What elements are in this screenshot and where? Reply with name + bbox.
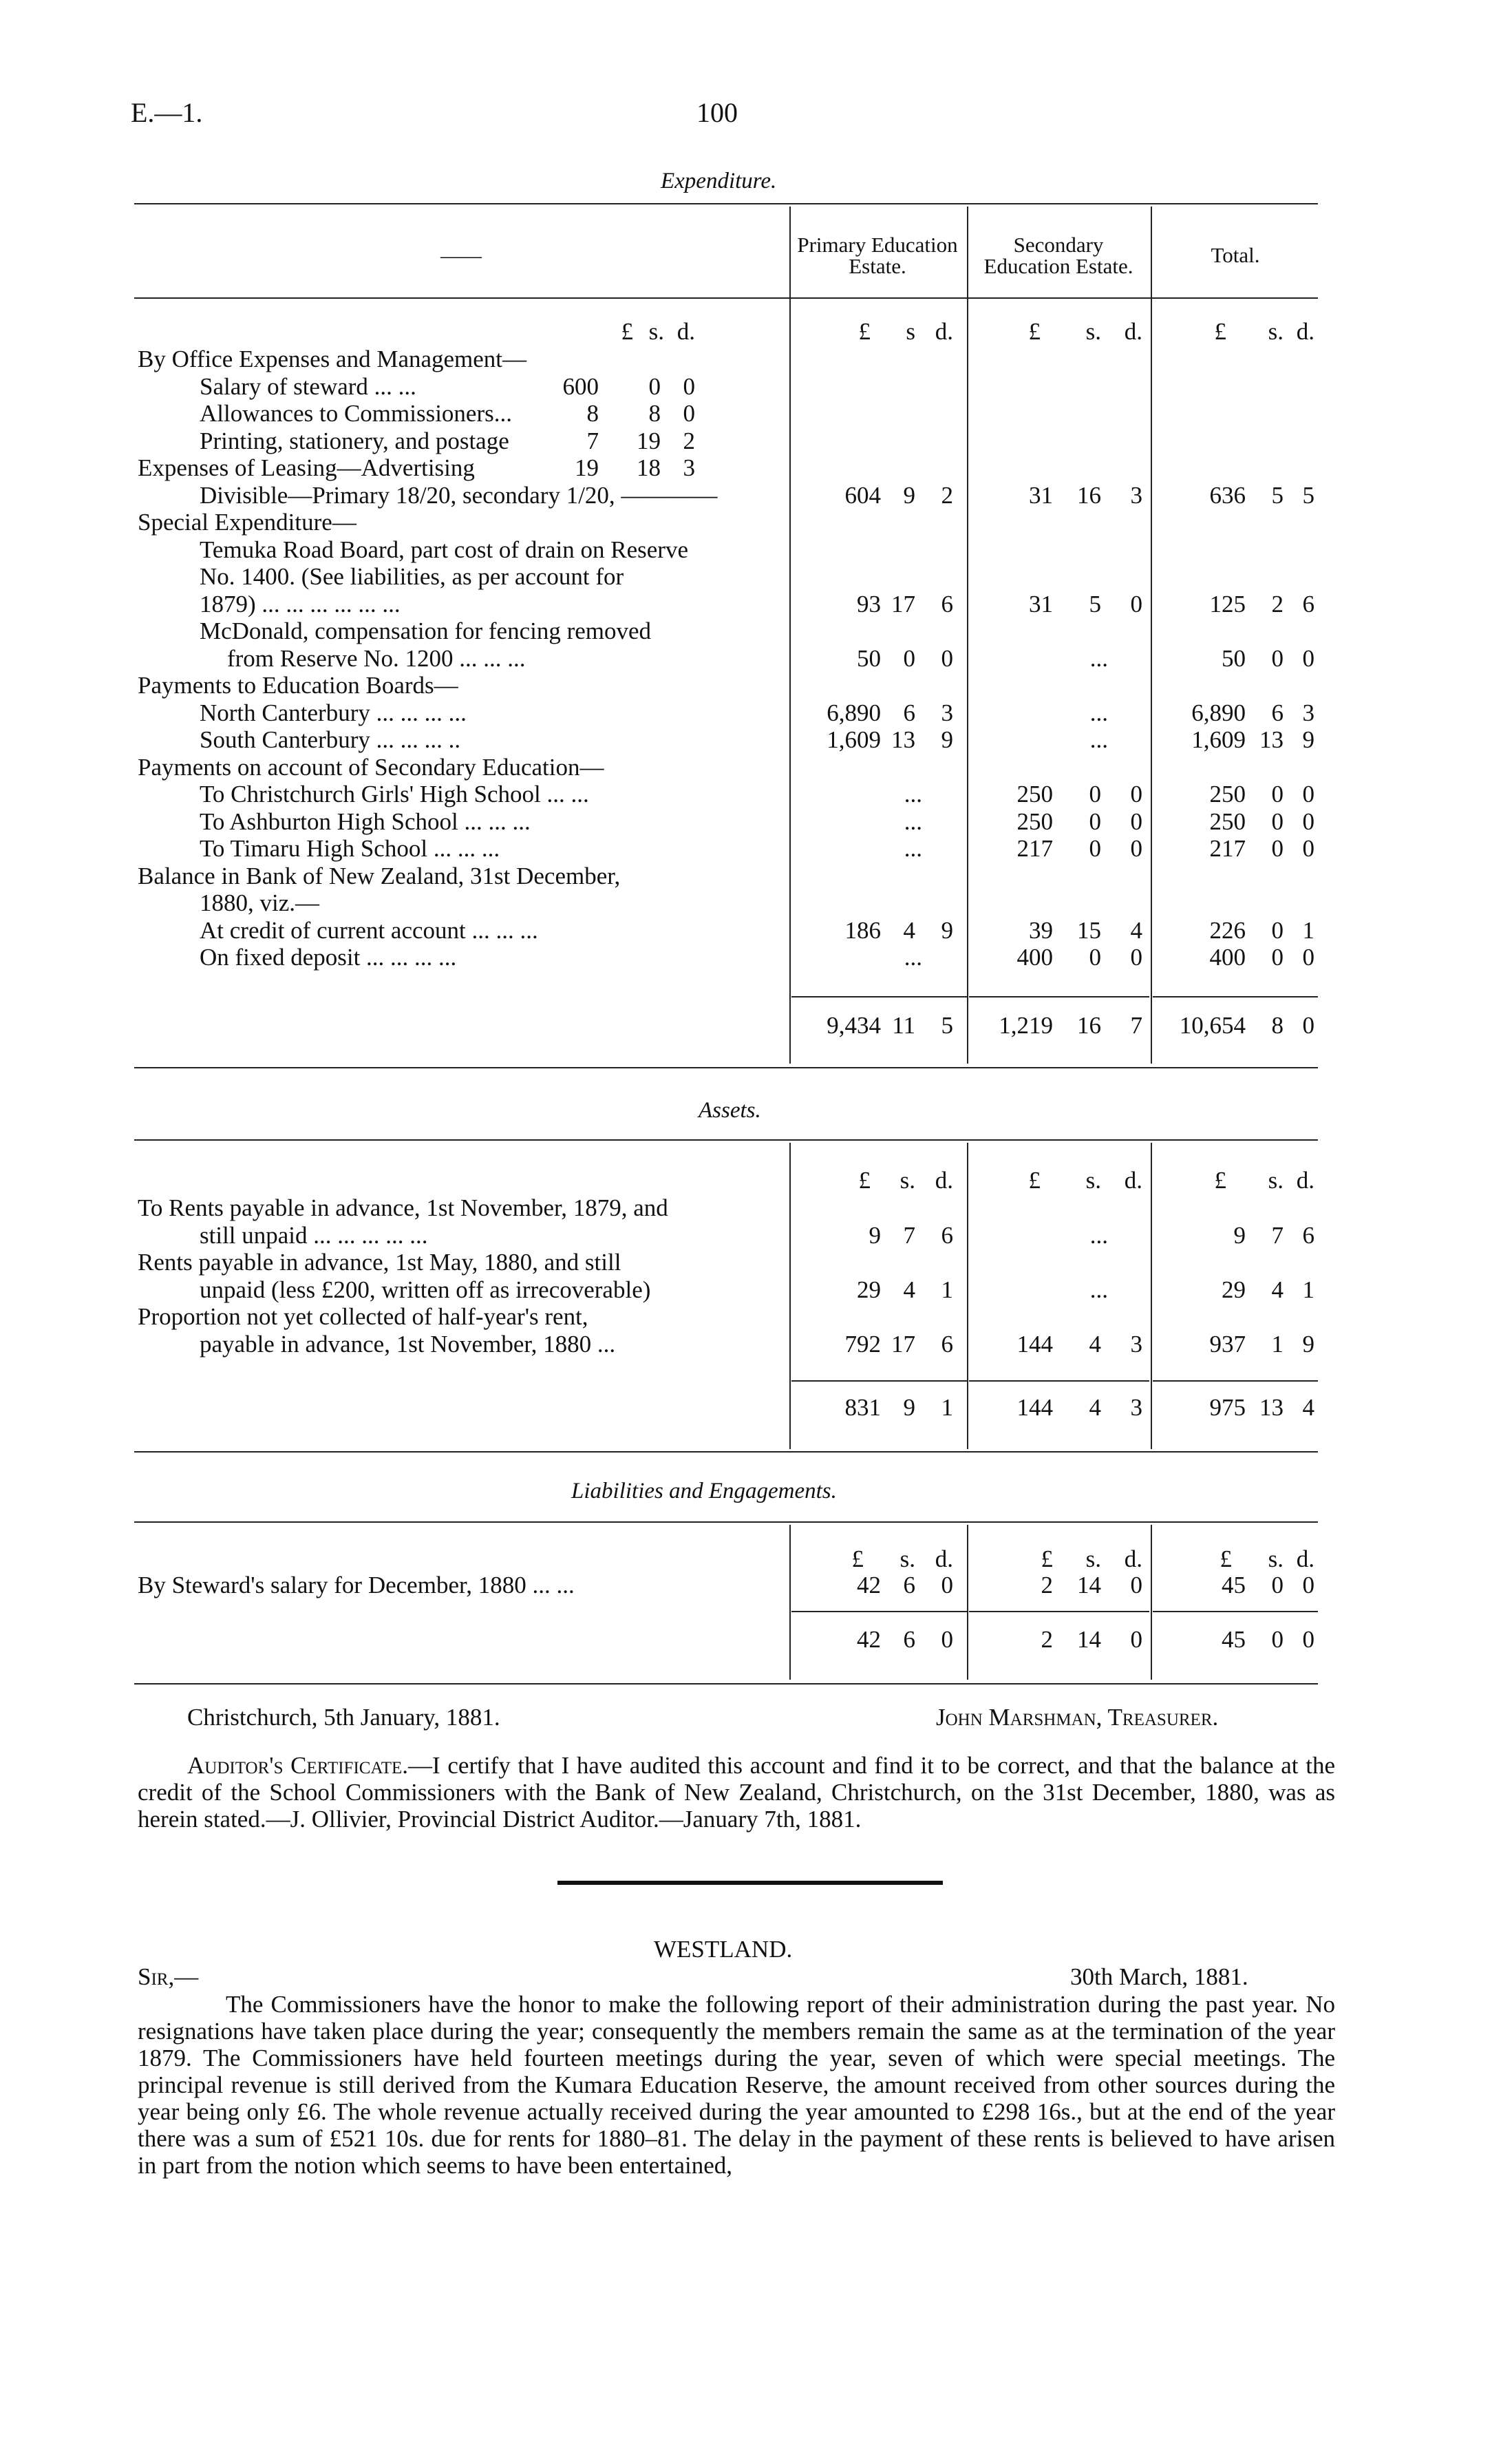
- liabilities-primary-shillings: 6: [903, 1572, 915, 1598]
- assets-title: Assets.: [699, 1098, 761, 1123]
- expenditure-grand-primary-pounds: 9,434: [827, 1012, 881, 1039]
- liabilities-total-shillings: 0: [1271, 1572, 1284, 1598]
- assets-primary-pence: 6: [941, 1331, 953, 1358]
- expenditure-vline-2: [967, 207, 968, 1064]
- expenditure-sub-amount-pounds: 8: [586, 400, 599, 427]
- liab-unit-d-primary: d.: [935, 1545, 953, 1572]
- assets-unit-s-secondary: s.: [1085, 1167, 1101, 1194]
- liabilities-grand-secondary-shillings: 14: [1077, 1626, 1101, 1653]
- assets-row-label: Rents payable in advance, 1st May, 1880, and still: [138, 1249, 621, 1276]
- unit-pound-secondary: £: [1028, 318, 1041, 345]
- expenditure-secondary-pounds: 31: [1029, 482, 1053, 509]
- expenditure-total-pence: 0: [1302, 781, 1314, 807]
- liabilities-grand-total-shillings: 0: [1271, 1626, 1284, 1653]
- expenditure-secondary-pounds: 250: [1016, 808, 1053, 835]
- liabilities-secondary-pence: 0: [1130, 1572, 1142, 1598]
- expenditure-secondary-pounds: 31: [1029, 591, 1053, 617]
- expenditure-primary-pence: 9: [941, 726, 953, 753]
- expenditure-row-label: Special Expenditure—: [138, 509, 356, 536]
- expenditure-total-shillings: 0: [1271, 808, 1284, 835]
- expenditure-total-pounds: 125: [1209, 591, 1246, 617]
- expenditure-grand-primary-shillings: 11: [892, 1012, 915, 1039]
- unit-d-sub: d.: [677, 318, 695, 345]
- unit-d-primary: d.: [935, 318, 953, 345]
- expenditure-secondary-pence: 0: [1130, 781, 1142, 807]
- liabilities-primary-pounds: 42: [857, 1572, 881, 1598]
- unit-pound-total: £: [1214, 318, 1226, 345]
- auditor-label: Auditor's Certificate.: [187, 1752, 409, 1779]
- assets-vline-3: [1151, 1143, 1152, 1449]
- expenditure-row-label: McDonald, compensation for fencing removed: [200, 617, 652, 644]
- assets-total-rule: [791, 1380, 967, 1382]
- expenditure-grand-secondary-pounds: 1,219: [999, 1012, 1053, 1039]
- assets-total-pounds: 29: [1222, 1276, 1246, 1303]
- expenditure-total-pounds: 636: [1209, 482, 1246, 509]
- liabilities-grand-primary-pence: 0: [941, 1626, 953, 1653]
- assets-total-shillings: 1: [1271, 1331, 1284, 1358]
- westland-date: 30th March, 1881.: [1070, 1963, 1248, 1990]
- col-header-total: Total.: [1211, 243, 1260, 267]
- expenditure-row-label: North Canterbury ... ... ... ...: [200, 699, 467, 726]
- assets-primary-shillings: 17: [891, 1331, 915, 1358]
- assets-secondary-dots: ...: [1089, 1276, 1108, 1303]
- expenditure-total-rule: [969, 996, 1149, 997]
- expenditure-secondary-pence: 0: [1130, 591, 1142, 617]
- assets-unit-pound-secondary: £: [1028, 1167, 1041, 1194]
- expenditure-primary-shillings: 13: [891, 726, 915, 753]
- assets-top-rule: [134, 1139, 1318, 1141]
- expenditure-bottom-rule: [134, 1067, 1318, 1068]
- expenditure-total-shillings: 0: [1271, 781, 1284, 807]
- assets-grand-primary-pounds: 831: [844, 1394, 881, 1421]
- col-header-primary: Primary Education Estate.: [797, 233, 958, 278]
- expenditure-primary-dots: ...: [904, 835, 922, 862]
- expenditure-primary-pence: 0: [941, 645, 953, 672]
- liabilities-vline-2: [967, 1525, 968, 1680]
- assets-total-rule: [1153, 1380, 1318, 1382]
- assets-unit-s-total: s.: [1268, 1167, 1284, 1194]
- expenditure-row-label: 1880, viz.—: [200, 889, 320, 916]
- expenditure-secondary-pence: 4: [1130, 917, 1142, 944]
- expenditure-primary-dots: ...: [904, 944, 922, 971]
- expenditure-secondary-pence: 0: [1130, 808, 1142, 835]
- expenditure-row-label: On fixed deposit ... ... ... ...: [200, 944, 457, 971]
- expenditure-sub-amount-shillings: 0: [648, 373, 661, 400]
- assets-grand-primary-pence: 1: [941, 1394, 953, 1421]
- expenditure-secondary-pence: 0: [1130, 944, 1142, 971]
- liab-unit-pound-total: £: [1220, 1545, 1232, 1572]
- liabilities-total-rule: [1153, 1611, 1318, 1612]
- expenditure-primary-pence: 9: [941, 917, 953, 944]
- unit-pound-primary: £: [858, 318, 871, 345]
- expenditure-secondary-pence: 3: [1130, 482, 1142, 509]
- liabilities-grand-secondary-pence: 0: [1130, 1626, 1142, 1653]
- assets-primary-pence: 1: [941, 1276, 953, 1303]
- col-header-secondary: Secondary Education Estate.: [983, 233, 1133, 278]
- expenditure-primary-pounds: 186: [844, 917, 881, 944]
- liabilities-grand-total-pounds: 45: [1222, 1626, 1246, 1653]
- westland-salutation: Sir,—: [138, 1963, 199, 1990]
- expenditure-row-label: To Timaru High School ... ... ...: [200, 835, 500, 862]
- expenditure-total-pounds: 1,609: [1191, 726, 1246, 753]
- expenditure-grand-total-shillings: 8: [1271, 1012, 1284, 1039]
- expenditure-secondary-pence: 0: [1130, 835, 1142, 862]
- expenditure-vline-3: [1151, 207, 1152, 1064]
- expenditure-secondary-shillings: 0: [1089, 944, 1101, 971]
- auditor-text: —I certify that I have audited this account and find it to be correct, and that the balance at the credit of the School Commissioners with the Bank of New Zealand, Christchurch, on the 31st December, 1880, was as herein stated.—J. Ollivier, Provincial District Auditor.—January 7th, 1881.: [138, 1752, 1335, 1833]
- expenditure-secondary-shillings: 0: [1089, 835, 1101, 862]
- expenditure-primary-pence: 3: [941, 699, 953, 726]
- expenditure-primary-pounds: 93: [857, 591, 881, 617]
- expenditure-sub-amount-pounds: 600: [562, 373, 599, 400]
- expenditure-total-pounds: 250: [1209, 808, 1246, 835]
- assets-bottom-rule: [134, 1451, 1318, 1453]
- liabilities-grand-primary-shillings: 6: [903, 1626, 915, 1653]
- expenditure-total-pounds: 50: [1222, 645, 1246, 672]
- expenditure-row-label: Salary of steward ... ...: [200, 373, 416, 400]
- liab-unit-pound-secondary: £: [1041, 1545, 1053, 1572]
- expenditure-total-pence: 3: [1302, 699, 1314, 726]
- liabilities-bottom-rule: [134, 1683, 1318, 1685]
- expenditure-primary-shillings: 4: [903, 917, 915, 944]
- expenditure-secondary-shillings: 5: [1089, 591, 1101, 617]
- assets-primary-pence: 6: [941, 1222, 953, 1249]
- expenditure-total-pounds: 217: [1209, 835, 1246, 862]
- assets-grand-primary-shillings: 9: [903, 1394, 915, 1421]
- expenditure-primary-dots: ...: [904, 781, 922, 807]
- expenditure-row-label: Expenses of Leasing—Advertising: [138, 454, 475, 481]
- expenditure-sub-amount-shillings: 19: [637, 427, 661, 454]
- expenditure-primary-dots: ...: [904, 808, 922, 835]
- expenditure-sub-amount-pence: 3: [683, 454, 695, 481]
- assets-vline-1: [789, 1143, 791, 1449]
- expenditure-header-rule: [134, 297, 1318, 299]
- expenditure-secondary-dots: ...: [1089, 645, 1108, 672]
- expenditure-primary-pounds: 50: [857, 645, 881, 672]
- expenditure-total-shillings: 0: [1271, 645, 1284, 672]
- expenditure-secondary-dots: ...: [1089, 726, 1108, 753]
- assets-grand-secondary-shillings: 4: [1089, 1394, 1101, 1421]
- expenditure-total-shillings: 0: [1271, 944, 1284, 971]
- expenditure-total-shillings: 5: [1271, 482, 1284, 509]
- expenditure-sub-amount-pounds: 19: [575, 454, 599, 481]
- assets-grand-total-shillings: 13: [1259, 1394, 1284, 1421]
- unit-pound-sub: £: [621, 318, 633, 345]
- expenditure-sub-amount-pence: 0: [683, 400, 695, 427]
- signoff-place-date: Christchurch, 5th January, 1881.: [187, 1704, 500, 1731]
- expenditure-primary-pence: 6: [941, 591, 953, 617]
- assets-total-rule: [969, 1380, 1149, 1382]
- assets-unit-d-secondary: d.: [1124, 1167, 1142, 1194]
- assets-row-label: still unpaid ... ... ... ... ...: [200, 1222, 428, 1249]
- expenditure-row-label: No. 1400. (See liabilities, as per account for: [200, 563, 624, 590]
- assets-grand-secondary-pounds: 144: [1016, 1394, 1053, 1421]
- liabilities-title: Liabilities and Engagements.: [571, 1479, 837, 1503]
- liabilities-top-rule: [134, 1521, 1318, 1523]
- expenditure-total-pence: 5: [1302, 482, 1314, 509]
- assets-total-shillings: 7: [1271, 1222, 1284, 1249]
- expenditure-total-rule: [791, 996, 967, 997]
- expenditure-row-label: At credit of current account ... ... ...: [200, 917, 538, 944]
- assets-primary-pounds: 9: [869, 1222, 881, 1249]
- liab-unit-s-primary: s.: [899, 1545, 915, 1572]
- expenditure-total-shillings: 0: [1271, 917, 1284, 944]
- expenditure-secondary-shillings: 0: [1089, 808, 1101, 835]
- assets-secondary-shillings: 4: [1089, 1331, 1101, 1358]
- expenditure-total-pence: 0: [1302, 808, 1314, 835]
- westland-heading: WESTLAND.: [654, 1936, 793, 1963]
- expenditure-row-label: Divisible—Primary 18/20, secondary 1/20, ————: [200, 482, 718, 509]
- liab-unit-s-total: s.: [1268, 1545, 1284, 1572]
- assets-total-pence: 6: [1302, 1222, 1314, 1249]
- expenditure-total-pence: 9: [1302, 726, 1314, 753]
- assets-total-pence: 1: [1302, 1276, 1314, 1303]
- expenditure-total-pounds: 226: [1209, 917, 1246, 944]
- expenditure-row-label: By Office Expenses and Management—: [138, 346, 527, 372]
- document-code: E.—1.: [131, 97, 203, 128]
- assets-secondary-dots: ...: [1089, 1222, 1108, 1249]
- assets-row-label: To Rents payable in advance, 1st November, 1879, and: [138, 1194, 668, 1221]
- expenditure-primary-pounds: 6,890: [827, 699, 881, 726]
- assets-row-label: Proportion not yet collected of half-year's rent,: [138, 1303, 588, 1330]
- expenditure-total-pence: 6: [1302, 591, 1314, 617]
- assets-grand-secondary-pence: 3: [1130, 1394, 1142, 1421]
- assets-grand-total-pounds: 975: [1209, 1394, 1246, 1421]
- assets-unit-pound-primary: £: [858, 1167, 871, 1194]
- expenditure-total-pence: 0: [1302, 645, 1314, 672]
- expenditure-total-pence: 0: [1302, 944, 1314, 971]
- liabilities-grand-secondary-pounds: 2: [1041, 1626, 1053, 1653]
- expenditure-secondary-shillings: 15: [1077, 917, 1101, 944]
- assets-total-pounds: 937: [1209, 1331, 1246, 1358]
- expenditure-total-shillings: 6: [1271, 699, 1284, 726]
- liabilities-row-label: By Steward's salary for December, 1880 ... ...: [138, 1572, 575, 1598]
- auditor-certificate: [138, 1752, 1335, 1833]
- expenditure-row-label: Allowances to Commissioners...: [200, 400, 512, 427]
- expenditure-row-label: Payments on account of Secondary Education—: [138, 754, 604, 781]
- unit-s-primary: s: [906, 318, 915, 345]
- liabilities-primary-pence: 0: [941, 1572, 953, 1598]
- expenditure-grand-secondary-shillings: 16: [1077, 1012, 1101, 1039]
- expenditure-sub-amount-pence: 2: [683, 427, 695, 454]
- assets-unit-d-total: d.: [1296, 1167, 1314, 1194]
- expenditure-row-label: Payments to Education Boards—: [138, 672, 458, 699]
- liabilities-total-rule: [791, 1611, 967, 1612]
- expenditure-total-shillings: 0: [1271, 835, 1284, 862]
- expenditure-row-label: 1879) ... ... ... ... ... ...: [200, 591, 401, 617]
- expenditure-row-label: South Canterbury ... ... ... ..: [200, 726, 461, 753]
- expenditure-row-label: Temuka Road Board, part cost of drain on Reserve: [200, 536, 688, 563]
- expenditure-row-label: Balance in Bank of New Zealand, 31st December,: [138, 863, 621, 889]
- liabilities-total-pounds: 45: [1222, 1572, 1246, 1598]
- expenditure-sub-amount-shillings: 18: [637, 454, 661, 481]
- expenditure-row-label: To Christchurch Girls' High School ... ...: [200, 781, 589, 807]
- expenditure-secondary-pounds: 250: [1016, 781, 1053, 807]
- expenditure-secondary-pounds: 400: [1016, 944, 1053, 971]
- assets-row-label: unpaid (less £200, written off as irrecoverable): [200, 1276, 651, 1303]
- unit-d-secondary: d.: [1124, 318, 1142, 345]
- assets-total-shillings: 4: [1271, 1276, 1284, 1303]
- expenditure-total-pounds: 250: [1209, 781, 1246, 807]
- expenditure-vline-1: [789, 207, 791, 1064]
- assets-primary-pounds: 29: [857, 1276, 881, 1303]
- liab-unit-s-secondary: s.: [1085, 1545, 1101, 1572]
- expenditure-secondary-dots: ...: [1089, 699, 1108, 726]
- expenditure-total-pence: 1: [1302, 917, 1314, 944]
- expenditure-primary-shillings: 17: [891, 591, 915, 617]
- liab-unit-d-total: d.: [1296, 1545, 1314, 1572]
- liab-unit-pound-primary: £: [851, 1545, 864, 1572]
- page-number: 100: [696, 97, 738, 128]
- expenditure-total-pence: 0: [1302, 835, 1314, 862]
- expenditure-secondary-pounds: 39: [1029, 917, 1053, 944]
- unit-s-sub: s.: [648, 318, 664, 345]
- liab-unit-d-secondary: d.: [1124, 1545, 1142, 1572]
- expenditure-sub-amount-pence: 0: [683, 373, 695, 400]
- expenditure-total-shillings: 13: [1259, 726, 1284, 753]
- expenditure-primary-shillings: 6: [903, 699, 915, 726]
- expenditure-grand-primary-pence: 5: [941, 1012, 953, 1039]
- section-divider-thick: [557, 1881, 943, 1885]
- expenditure-secondary-shillings: 16: [1077, 482, 1101, 509]
- liabilities-secondary-pounds: 2: [1041, 1572, 1053, 1598]
- assets-primary-pounds: 792: [844, 1331, 881, 1358]
- expenditure-title: Expenditure.: [661, 169, 777, 193]
- liabilities-total-pence: 0: [1302, 1572, 1314, 1598]
- liabilities-total-rule: [969, 1611, 1149, 1612]
- liabilities-vline-3: [1151, 1525, 1152, 1680]
- expenditure-grand-total-pence: 0: [1302, 1012, 1314, 1039]
- expenditure-primary-pence: 2: [941, 482, 953, 509]
- expenditure-top-rule: [134, 203, 1318, 204]
- assets-primary-shillings: 4: [903, 1276, 915, 1303]
- assets-secondary-pounds: 144: [1016, 1331, 1053, 1358]
- westland-body: The Commissioners have the honor to make the following report of their administration during the past year. No resignations have taken place during the year; consequently the members remain the same as at the termination of the year 1879. The Commissioners have held fourteen meetings during the year, seven of which were special meetings. The principal revenue is still derived from the Kumara Education Reserve, the amount received from other sources during the year being only £6. The whole revenue actually received during the year amounted to £298 16s., but at the end of the year there was a sum of £521 10s. due for rents for 1880–81. The delay in the payment of these rents is believed to have arisen in part from the notion which seems to have been entertained,: [138, 1991, 1335, 2179]
- liabilities-grand-primary-pounds: 42: [857, 1626, 881, 1653]
- assets-unit-pound-total: £: [1214, 1167, 1226, 1194]
- assets-total-pounds: 9: [1233, 1222, 1246, 1249]
- unit-s-total: s.: [1268, 318, 1284, 345]
- liabilities-grand-total-pence: 0: [1302, 1626, 1314, 1653]
- assets-unit-s-primary: s.: [899, 1167, 915, 1194]
- expenditure-primary-pounds: 1,609: [827, 726, 881, 753]
- expenditure-sub-amount-pounds: 7: [586, 427, 599, 454]
- expenditure-grand-secondary-pence: 7: [1130, 1012, 1142, 1039]
- expenditure-primary-shillings: 0: [903, 645, 915, 672]
- expenditure-secondary-shillings: 0: [1089, 781, 1101, 807]
- expenditure-row-label: Printing, stationery, and postage: [200, 427, 509, 454]
- assets-vline-2: [967, 1143, 968, 1449]
- expenditure-grand-total-pounds: 10,654: [1179, 1012, 1246, 1039]
- assets-primary-shillings: 7: [903, 1222, 915, 1249]
- blank-header-dash: ——: [440, 244, 482, 267]
- expenditure-total-shillings: 2: [1271, 591, 1284, 617]
- assets-total-pence: 9: [1302, 1331, 1314, 1358]
- assets-secondary-pence: 3: [1130, 1331, 1142, 1358]
- expenditure-total-rule: [1153, 996, 1318, 997]
- expenditure-total-pounds: 400: [1209, 944, 1246, 971]
- unit-d-total: d.: [1296, 318, 1314, 345]
- liabilities-secondary-shillings: 14: [1077, 1572, 1101, 1598]
- expenditure-row-label: To Ashburton High School ... ... ...: [200, 808, 531, 835]
- expenditure-total-pounds: 6,890: [1191, 699, 1246, 726]
- unit-s-secondary: s.: [1085, 318, 1101, 345]
- signoff-signer: John Marshman, Treasurer.: [936, 1704, 1219, 1731]
- assets-grand-total-pence: 4: [1302, 1394, 1314, 1421]
- expenditure-row-label: from Reserve No. 1200 ... ... ...: [227, 645, 526, 672]
- assets-row-label: payable in advance, 1st November, 1880 ...: [200, 1331, 616, 1358]
- liabilities-vline-1: [789, 1525, 791, 1680]
- assets-unit-d-primary: d.: [935, 1167, 953, 1194]
- expenditure-sub-amount-shillings: 8: [648, 400, 661, 427]
- expenditure-primary-shillings: 9: [903, 482, 915, 509]
- expenditure-primary-pounds: 604: [844, 482, 881, 509]
- expenditure-secondary-pounds: 217: [1016, 835, 1053, 862]
